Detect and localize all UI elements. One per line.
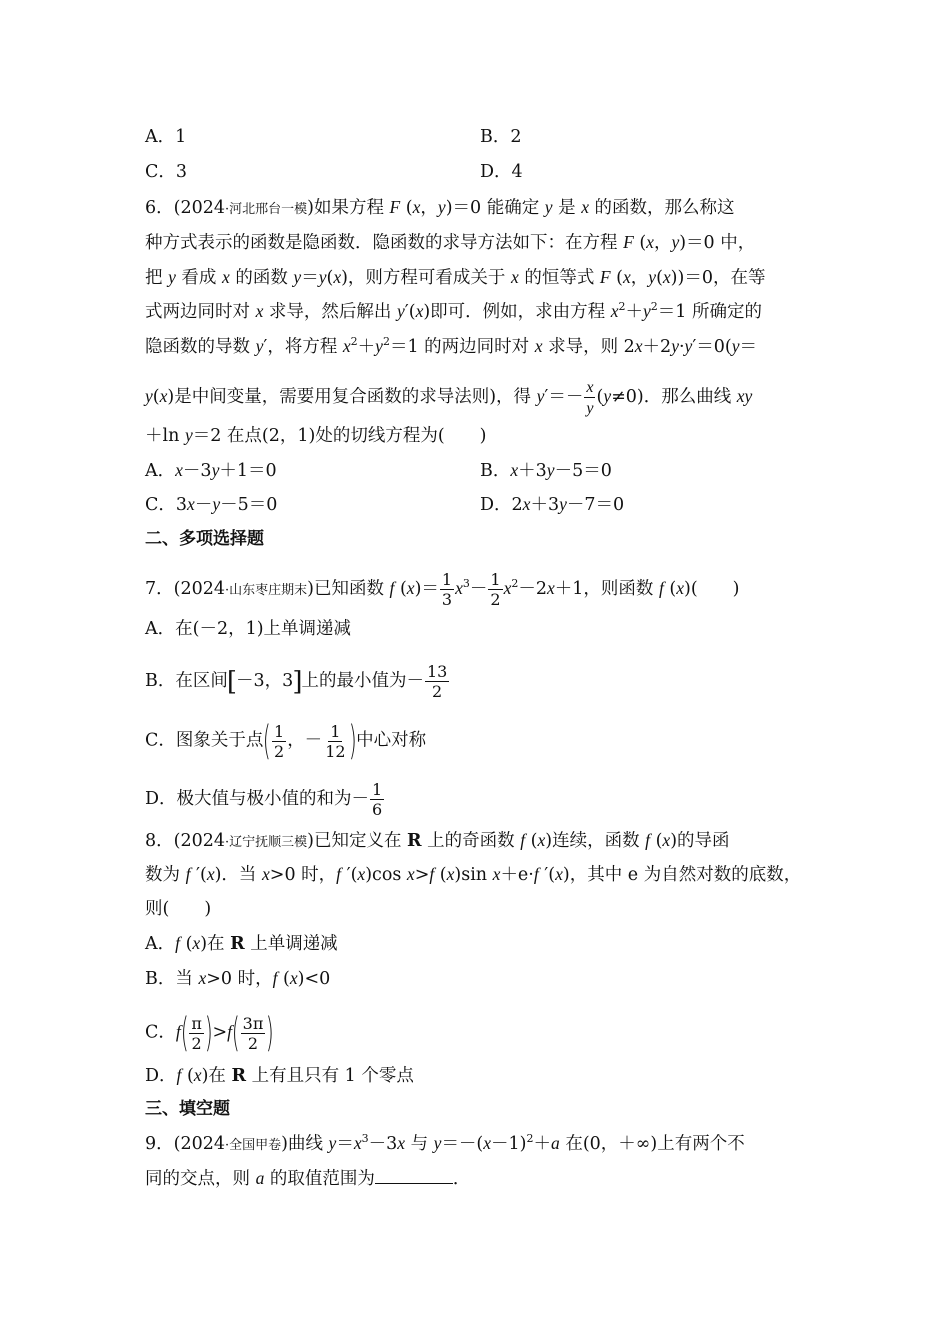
- q8-line-1: 8．(2024·辽宁抚顺三模)已知定义在 R 上的奇函数 f (x)连续，函数 f (x)的导函: [145, 830, 730, 851]
- answer-blank[interactable]: [375, 1167, 453, 1184]
- q6-line-4: 式两边同时对 x 求导，然后解出 y′(x)即可．例如，求由方程 $x^2+y^2=1$ 所确定的: [145, 300, 762, 322]
- q6-option-c: C．3x－y－5＝0: [145, 494, 278, 515]
- q8-line-2: 数为 f ′(x)．当 x>0 时，f ′(x)cos x>f (x)sin x＋e·f ′(x)，其中 e 为自然对数的底数，: [145, 864, 802, 885]
- q8-option-d: D．f (x)在 R 上有且只有 1 个零点: [145, 1065, 414, 1086]
- q7-option-d: D．极大值与极小值的和为－ $\frac{1}{6}$: [145, 780, 383, 819]
- q8-line-3: 则( ): [145, 899, 212, 919]
- q6-option-a: A．x－3y＋1＝0: [145, 460, 277, 481]
- q9-line-2: 同的交点，则 a 的取值范围为 ．: [145, 1168, 471, 1189]
- q7-option-b: B．在区间[－3，3]上的最小值为－ $\frac{13}{2}$: [145, 662, 448, 701]
- q6-line-1: 6．(2024·河北邢台一模)如果方程 F (x，y)＝0 能确定 y 是 x 的函数，那么称这: [145, 197, 735, 218]
- q8-option-b: B．当 x>0 时，f (x)<0: [145, 968, 331, 989]
- q6-line-5: 隐函数的导数 y′，将方程 $x^2+y^2=1$ 的两边同时对 x 求导，则 2x＋2y·y′＝0(y＝: [145, 335, 758, 357]
- q5-option-a: A．1: [145, 127, 187, 147]
- q7-option-c: C．图象关于点( $\frac{1}{2}$ ，－ $\frac{1}{12}$ )中心对称: [145, 718, 427, 764]
- q7-stem: 7．(2024·山东枣庄期末)已知函数 f (x)＝ $\frac{1}{3}$ $x^3-$ $\frac{1}{2}$ $x^2-2x+1$，则函数 f (x)( ): [145, 570, 740, 609]
- q6-option-d: D．2x＋3y－7＝0: [480, 494, 625, 515]
- q6-line-6: y(x)是中间变量，需要用复合函数的求导法则)，得 y′＝－ $\frac{x}{y}$ (y≠0)．那么曲线 xy: [145, 379, 753, 417]
- q6-line-3: 把 y 看成 x 的函数 y＝y(x)，则方程可看成关于 x 的恒等式 F (x，y(x))＝0，在等: [145, 267, 766, 288]
- section-heading-fill-in: 三、填空题: [145, 1099, 230, 1119]
- q6-line-7: ＋ln y＝2 在点(2，1)处的切线方程为( ): [145, 425, 487, 446]
- q9-line-1: 9．(2024·全国甲卷)曲线 $y=x^3-3x$ 与 $y=-(x-1)^2+a$ 在(0，＋∞)上有两个不: [145, 1132, 745, 1154]
- q5-option-d: D．4: [480, 162, 523, 182]
- q6-option-b: B．x＋3y－5＝0: [480, 460, 612, 481]
- q8-option-a: A．f (x)在 R 上单调递减: [145, 933, 338, 954]
- section-heading-multiple-choice: 二、多项选择题: [145, 529, 264, 549]
- q5-option-c: C．3: [145, 162, 188, 182]
- q5-option-b: B．2: [480, 127, 522, 147]
- q8-option-c: C．f( $\frac{\pi}{2}$ )>f( $\frac{3\pi}{2}$ ): [145, 1010, 275, 1056]
- q6-line-2: 种方式表示的函数是隐函数．隐函数的求导方法如下：在方程 F (x，y)＝0 中，: [145, 232, 756, 253]
- q7-option-a: A．在(－2，1)上单调递减: [145, 619, 352, 639]
